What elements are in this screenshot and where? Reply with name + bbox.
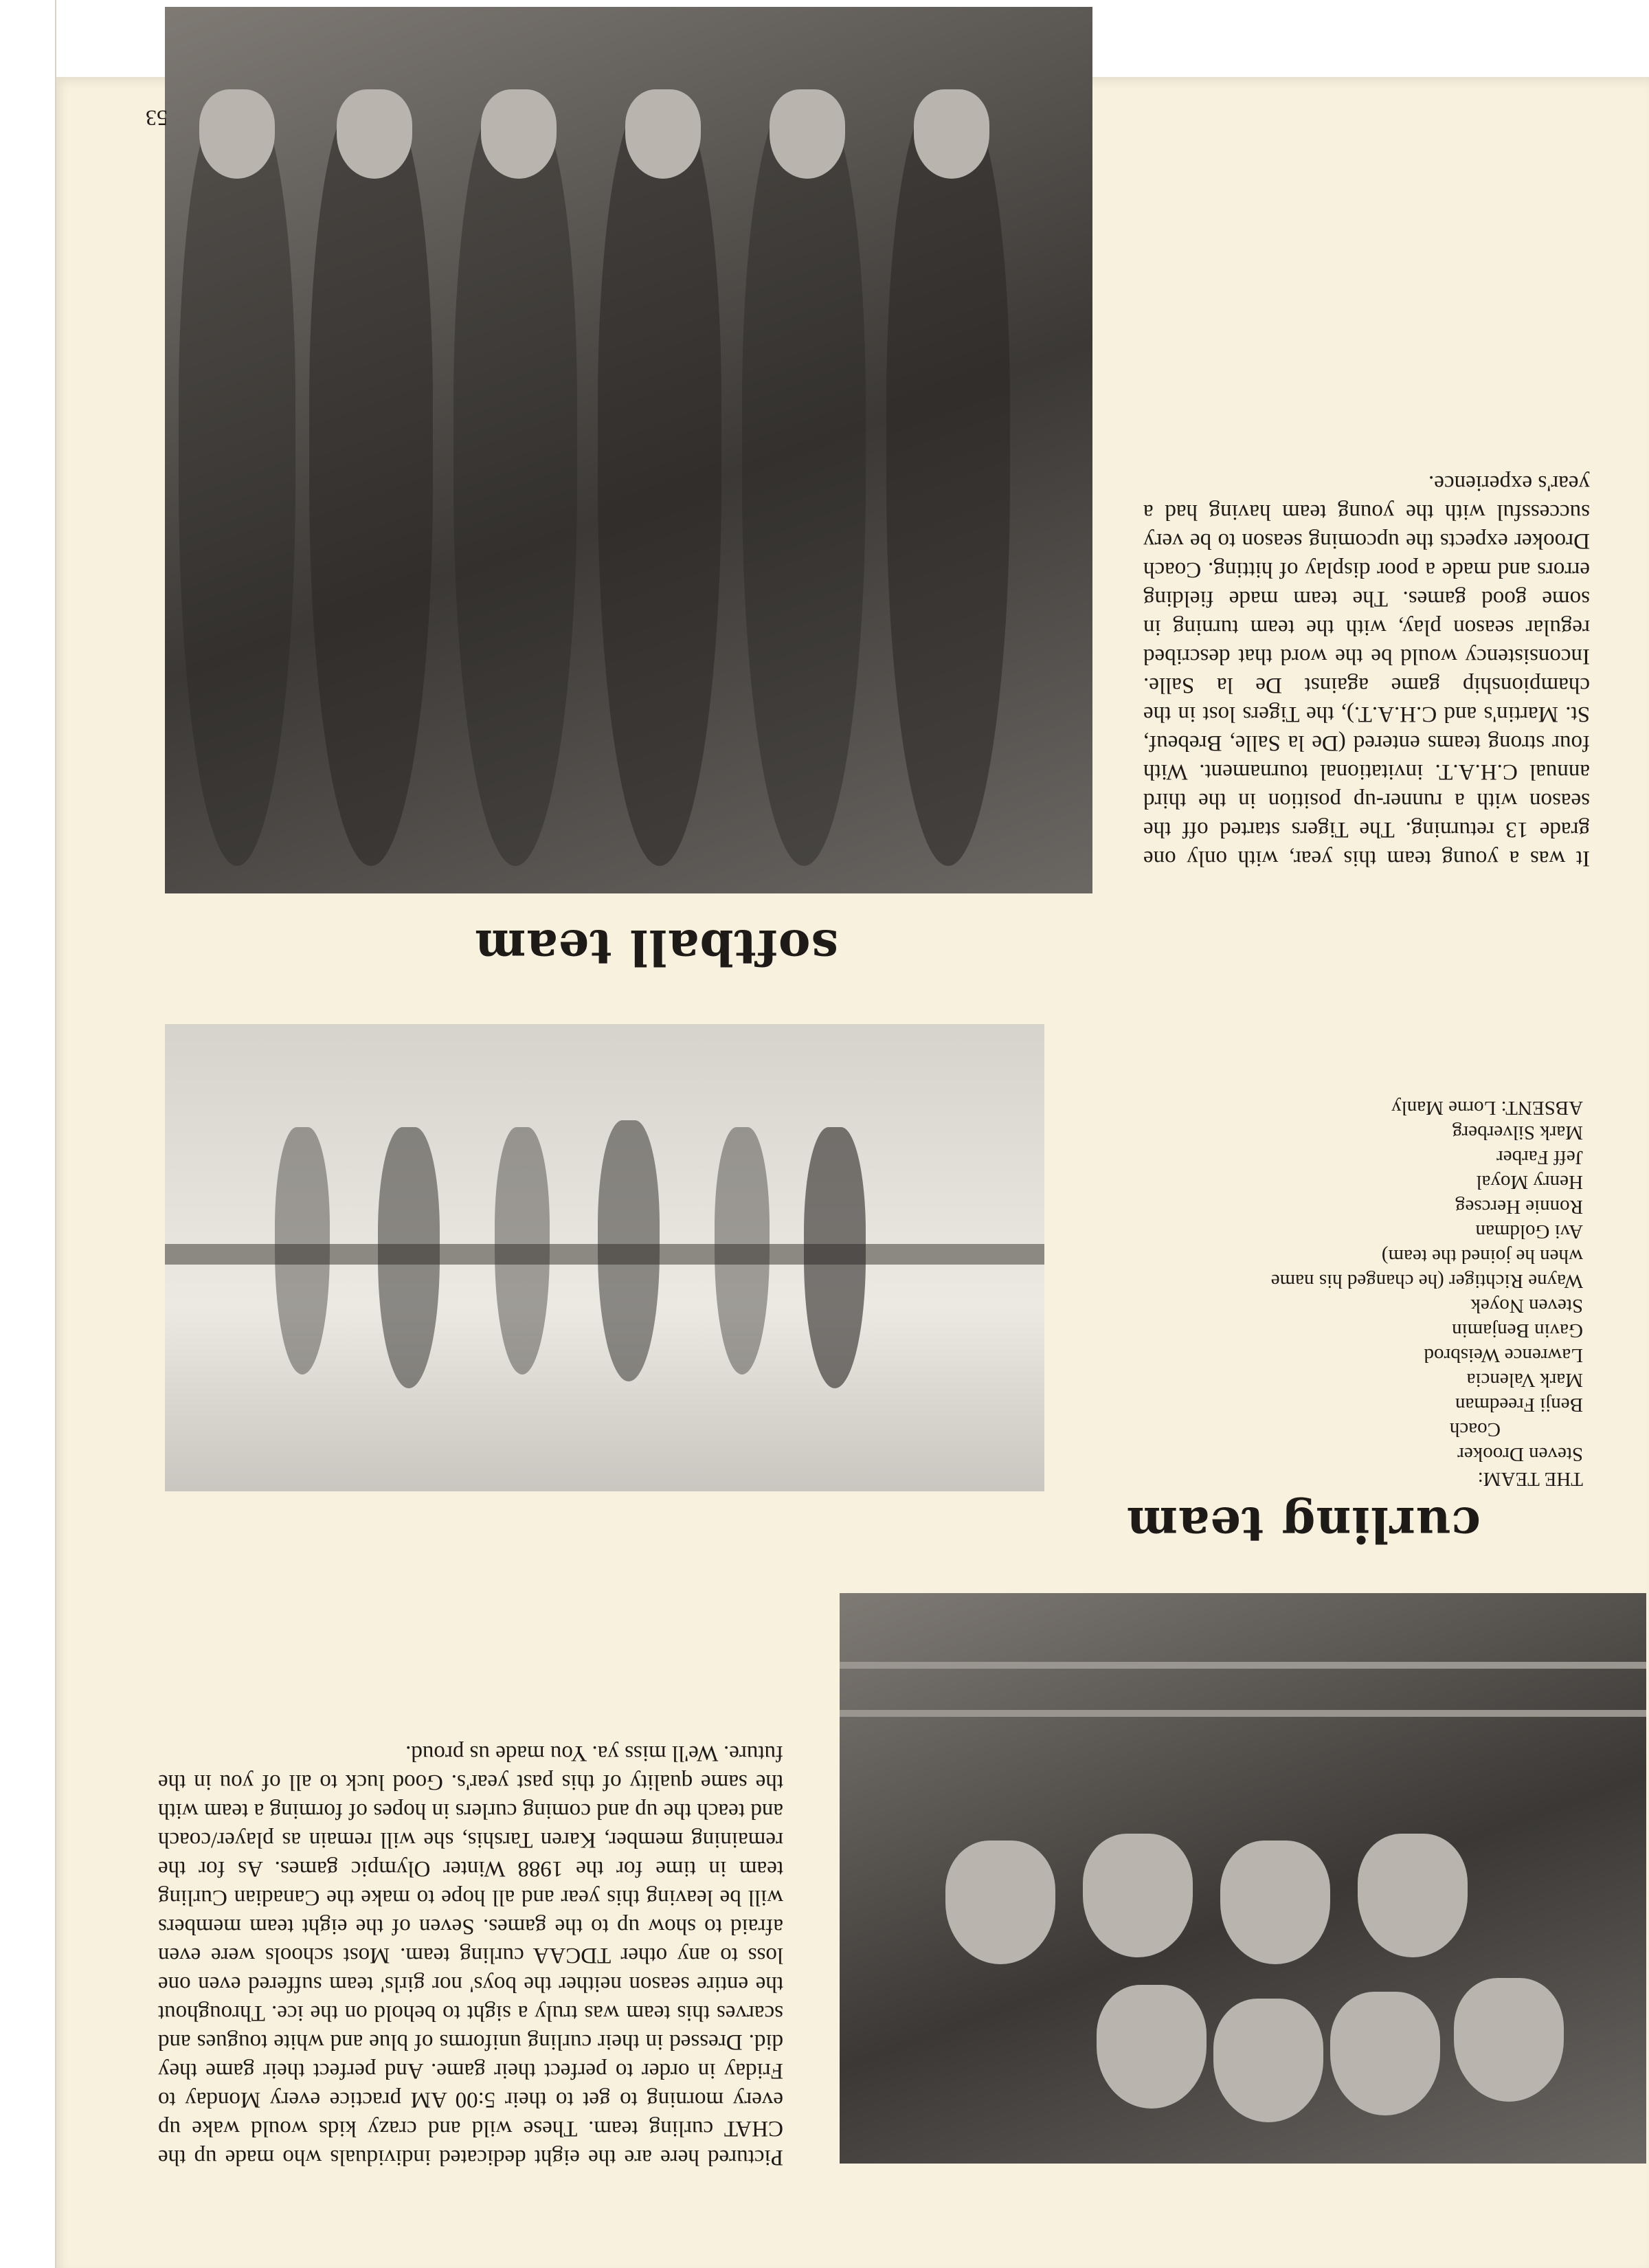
scanner-margin <box>0 0 56 2268</box>
page-number: 53 <box>146 106 168 131</box>
roster-item: Avi Goldman <box>1475 1221 1583 1243</box>
softball-team-photo <box>165 7 1092 893</box>
curling-title: curling team <box>1125 1496 1481 1553</box>
roster-heading: THE TEAM: <box>1477 1468 1583 1490</box>
roster-item: Coach <box>1449 1419 1501 1441</box>
roster-item: Gavin Benjamin <box>1452 1320 1583 1342</box>
roster-item: Mark Silverberg <box>1452 1122 1583 1144</box>
roster-item: Mark Valencia <box>1466 1369 1583 1391</box>
softball-story: It was a young team this year, with only one grade 13 returning. The Tigers started off the season with a runner-up position in the third annual C.H.A.T. invitational tournament. With four strong teams entered (De la Salle, Brebeuf, St. Martin's and C.H.A.T.), the Tigers lost in the championship game against De la Salle. Inconsistency would be the word that described regular season play, with the team turning in some good games. The team made fielding errors and made a poor display of hitting. Coach Drooker expects the upcoming season to be very successful with the young team having had a year's experience. <box>1143 471 1590 871</box>
roster-item: Steven Noyek <box>1470 1295 1583 1317</box>
roster-item: when he joined the team) <box>1381 1245 1583 1267</box>
curling-story: Pictured here are the eight dedicated individuals who made up the CHAT curling team. These wild and crazy kids would wake up every morning to get to their 5:00 AM practice every Monday to Friday in order to perfect their game. And perfect their game they did. Dressed in their curling uniforms of blue and white tougues and scarves this team was truly a sight to behold on the ice. Throughout the entire season neither the boys' nor girls' team suffered even one loss to any other TDCAA curling team. Most schools were even afraid to show up to the games. Seven of the eight team members will be leaving this year and all hope to make the Canadian Curling team in time for the 1988 Winter Olympic games. As for the remaining member, Karen Tarshis, she will remain as player/coach and teach the up and coming curlers in hopes of forming a team with the same quality of this past year's. Good luck to all of you in the future. We'll miss ya. You made us proud. <box>158 1741 783 2170</box>
roster-item: Benji Freedman <box>1455 1394 1583 1416</box>
roster-item: Lawrence Weisbrod <box>1424 1344 1583 1366</box>
roster-item: Steven Drooker <box>1457 1443 1583 1465</box>
roster-item: Wayne Richtiger (he changed his name <box>1270 1270 1583 1292</box>
softball-field-photo <box>165 1024 1044 1491</box>
softball-title: softball team <box>474 919 838 976</box>
roster-item: ABSENT: Lorne Manly <box>1391 1097 1583 1119</box>
curling-team-photo <box>840 1593 1646 2164</box>
roster-item: Jeff Farber <box>1496 1146 1583 1168</box>
softball-roster <box>1136 1096 1583 1491</box>
roster-item: Henry Moyal <box>1476 1171 1583 1193</box>
roster-item: Ronnie Hercseg <box>1455 1196 1583 1218</box>
